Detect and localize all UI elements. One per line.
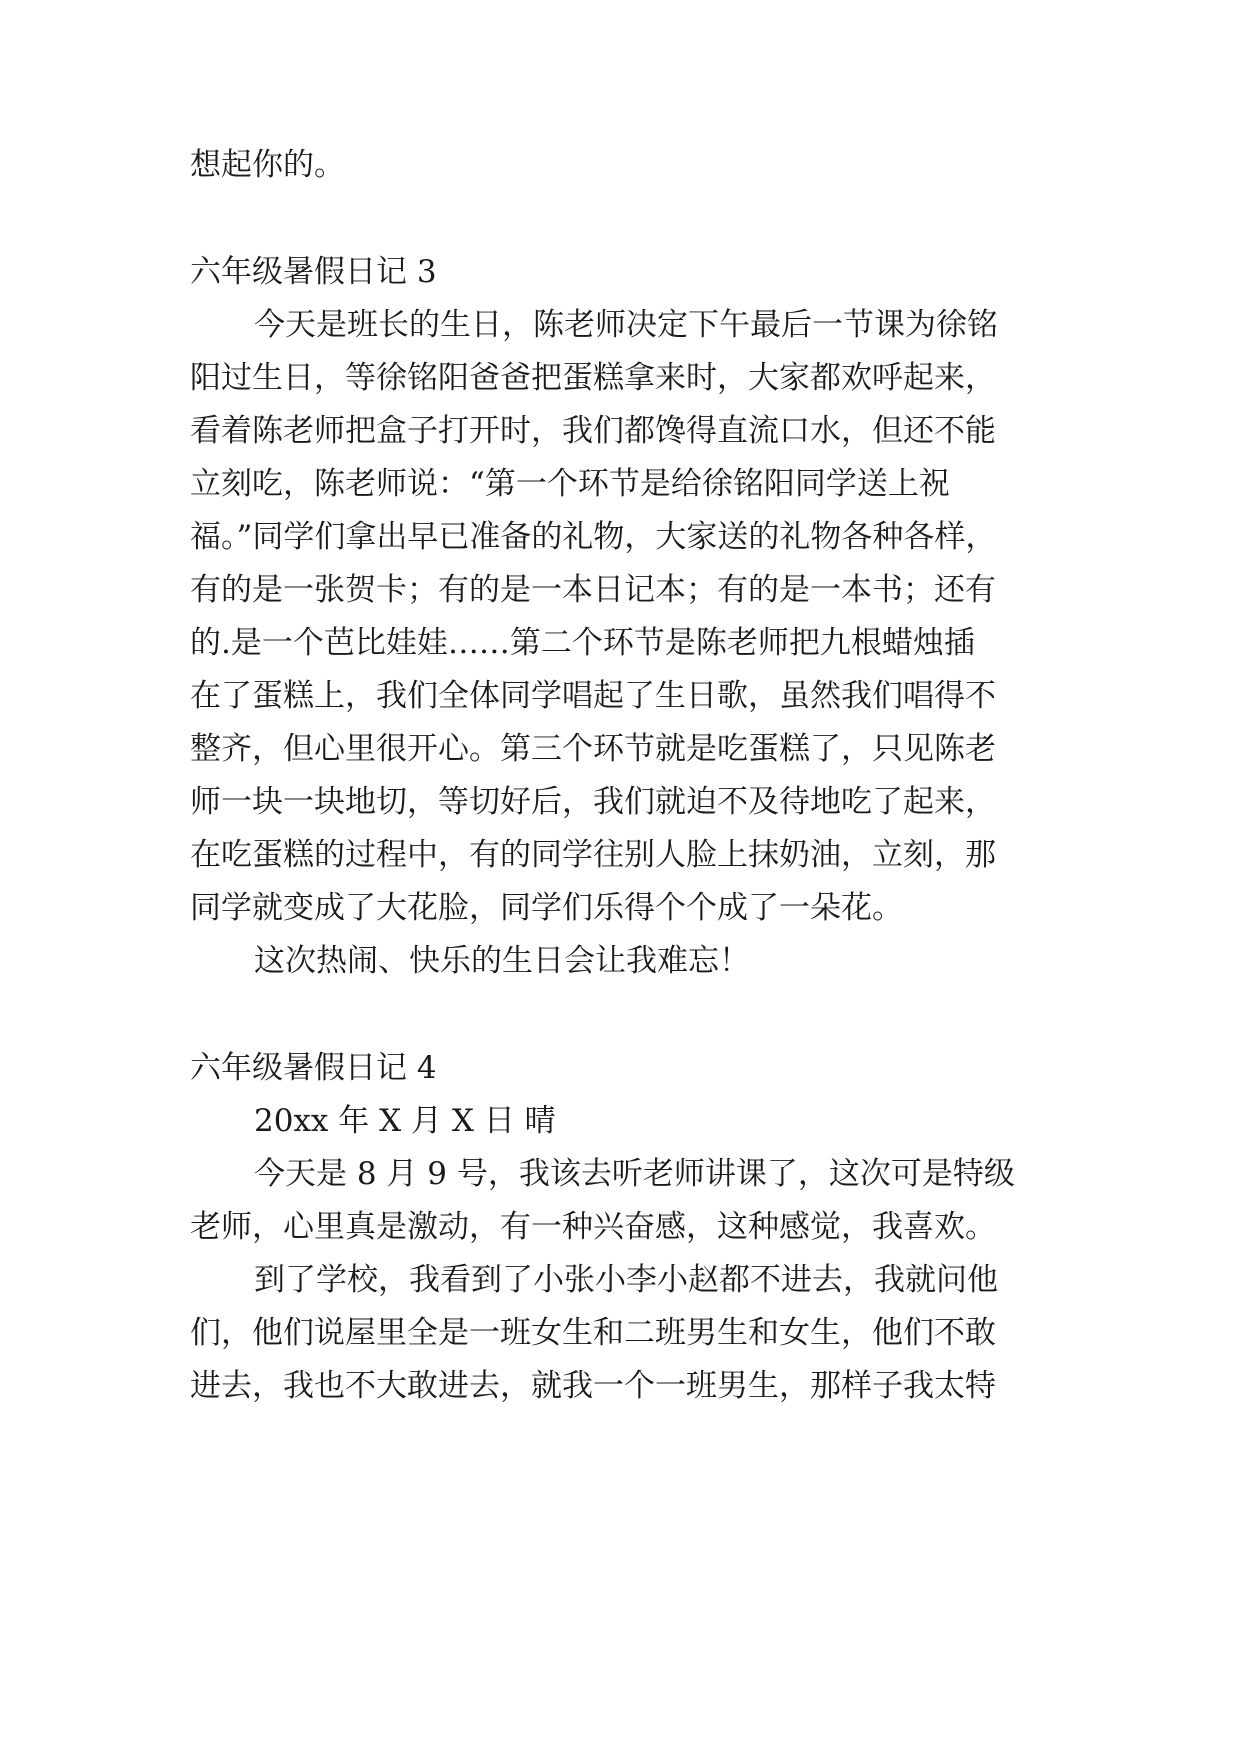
paragraph-line: 有的是一张贺卡；有的是一本日记本；有的是一本书；还有	[190, 572, 996, 608]
paragraph-line: 今天是班长的生日，陈老师决定下午最后一节课为徐铭	[254, 307, 998, 343]
paragraph-line: 进去，我也不大敢进去，就我一个一班男生，那样子我太特	[190, 1368, 996, 1404]
paragraph-line: 整齐，但心里很开心。第三个环节就是吃蛋糕了，只见陈老	[190, 731, 996, 767]
paragraph-line: 立刻吃，陈老师说：“第一个环节是给徐铭阳同学送上祝	[190, 466, 950, 502]
paragraph-line: 在吃蛋糕的过程中，有的同学往别人脸上抹奶油，立刻，那	[190, 837, 996, 873]
paragraph-line: 同学就变成了大花脸，同学们乐得个个成了一朵花。	[190, 890, 903, 926]
paragraph-line: 想起你的。	[190, 147, 345, 183]
paragraph-line: 到了学校，我看到了小张小李小赵都不进去，我就问他	[254, 1262, 998, 1298]
paragraph-line: 福。”同学们拿出早已准备的礼物，大家送的礼物各种各样，	[190, 519, 997, 555]
paragraph-line: 们，他们说屋里全是一班女生和二班男生和女生，他们不敢	[190, 1315, 996, 1351]
date-line: 20xx 年 X 月 X 日 晴	[254, 1103, 556, 1139]
paragraph-line: 今天是 8 月 9 号，我该去听老师讲课了，这次可是特级	[254, 1156, 1015, 1192]
paragraph-line: 阳过生日，等徐铭阳爸爸把蛋糕拿来时，大家都欢呼起来，	[190, 360, 996, 396]
section-title: 六年级暑假日记 3	[190, 254, 437, 290]
paragraph-line: 在了蛋糕上，我们全体同学唱起了生日歌，虽然我们唱得不	[190, 678, 996, 714]
paragraph-line: 的.是一个芭比娃娃……第二个环节是陈老师把九根蜡烛插	[190, 625, 975, 661]
paragraph-line: 师一块一块地切，等切好后，我们就迫不及待地吃了起来，	[190, 784, 996, 820]
section-title: 六年级暑假日记 4	[190, 1050, 437, 1086]
paragraph-line: 老师，心里真是激动，有一种兴奋感，这种感觉，我喜欢。	[190, 1209, 996, 1245]
paragraph-line: 这次热闹、快乐的生日会让我难忘！	[254, 943, 750, 979]
paragraph-line: 看着陈老师把盒子打开时，我们都馋得直流口水，但还不能	[190, 413, 996, 449]
